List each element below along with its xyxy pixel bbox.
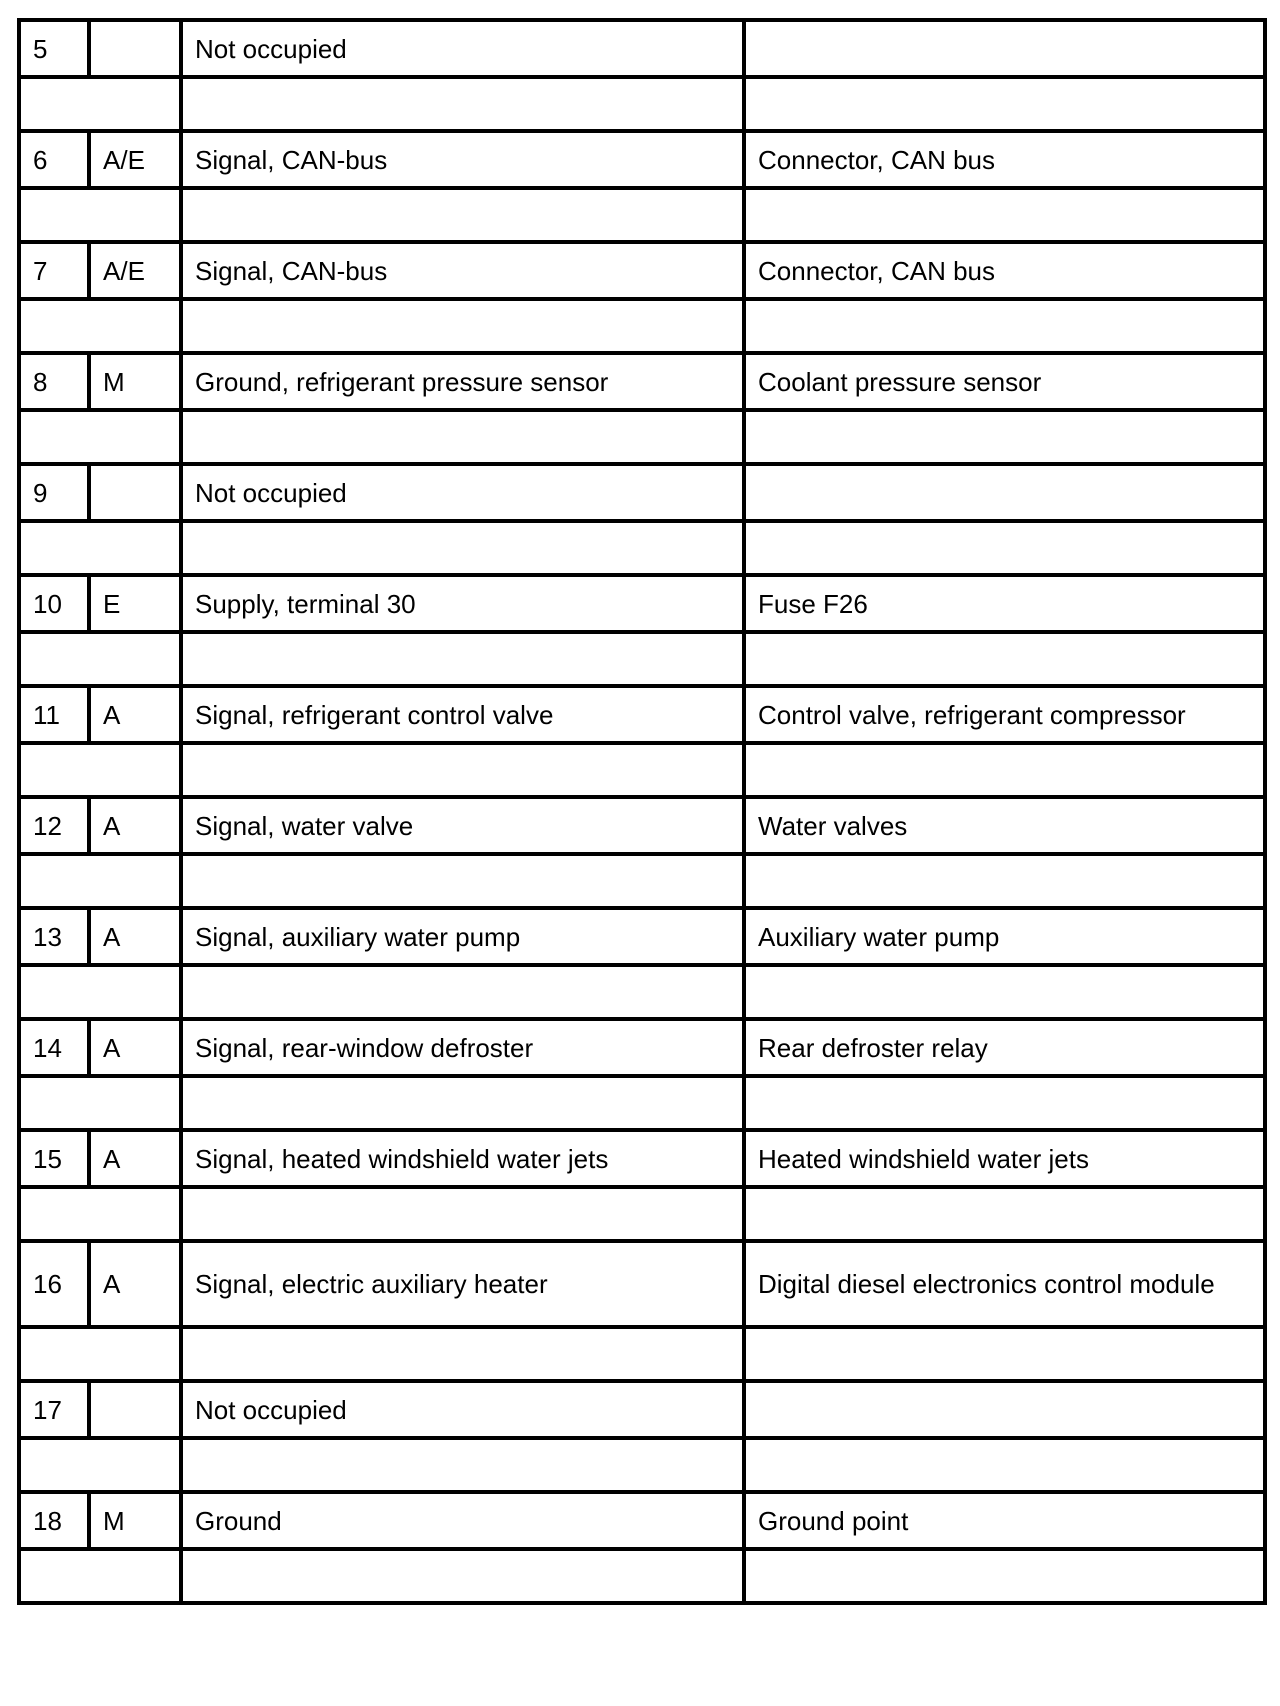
empty-cell (181, 410, 744, 464)
spacer-row (19, 854, 1265, 908)
spacer-row (19, 1076, 1265, 1130)
spacer-row (19, 1187, 1265, 1241)
empty-cell (19, 743, 181, 797)
spacer-row (19, 743, 1265, 797)
pin-function: Signal, electric auxiliary heater (181, 1241, 744, 1327)
empty-cell (744, 188, 1265, 242)
pin-number: 5 (19, 20, 89, 77)
pin-connection (744, 464, 1265, 521)
pin-connection: Ground point (744, 1492, 1265, 1549)
pin-number: 13 (19, 908, 89, 965)
pin-function: Not occupied (181, 464, 744, 521)
pin-number: 10 (19, 575, 89, 632)
empty-cell (181, 854, 744, 908)
empty-cell (744, 1438, 1265, 1492)
table-row (19, 1019, 1265, 1076)
empty-cell (744, 299, 1265, 353)
spacer-row (19, 188, 1265, 242)
signal-type: A (89, 1019, 181, 1076)
pin-number: 18 (19, 1492, 89, 1549)
pin-function: Ground (181, 1492, 744, 1549)
empty-cell (19, 77, 181, 131)
table-row (19, 464, 1265, 521)
empty-cell (19, 188, 181, 242)
table-row (19, 131, 1265, 188)
pin-function: Signal, heated windshield water jets (181, 1130, 744, 1187)
signal-type: A (89, 1241, 181, 1327)
pin-number: 9 (19, 464, 89, 521)
pin-connection: Digital diesel electronics control module (744, 1241, 1265, 1327)
spacer-row (19, 1327, 1265, 1381)
empty-cell (181, 1549, 744, 1603)
empty-cell (181, 1327, 744, 1381)
pin-number: 7 (19, 242, 89, 299)
empty-cell (181, 77, 744, 131)
pin-connection: Auxiliary water pump (744, 908, 1265, 965)
empty-cell (744, 1327, 1265, 1381)
table-row (19, 1381, 1265, 1438)
empty-cell (19, 1549, 181, 1603)
pin-function: Supply, terminal 30 (181, 575, 744, 632)
pin-function: Signal, auxiliary water pump (181, 908, 744, 965)
pin-function: Signal, water valve (181, 797, 744, 854)
pin-connection: Water valves (744, 797, 1265, 854)
signal-type (89, 20, 181, 77)
empty-cell (181, 632, 744, 686)
pin-number: 8 (19, 353, 89, 410)
pin-function: Signal, CAN-bus (181, 242, 744, 299)
pin-number: 15 (19, 1130, 89, 1187)
spacer-row (19, 1549, 1265, 1603)
empty-cell (19, 1327, 181, 1381)
signal-type: A/E (89, 242, 181, 299)
empty-cell (19, 965, 181, 1019)
empty-cell (19, 299, 181, 353)
pin-assignment-table (17, 18, 1267, 1605)
spacer-row (19, 299, 1265, 353)
pin-connection: Connector, CAN bus (744, 131, 1265, 188)
table-row (19, 1241, 1265, 1327)
empty-cell (181, 521, 744, 575)
pin-connection: Control valve, refrigerant compressor (744, 686, 1265, 743)
pin-number: 14 (19, 1019, 89, 1076)
pin-function: Signal, CAN-bus (181, 131, 744, 188)
table-row (19, 1130, 1265, 1187)
pin-function: Not occupied (181, 20, 744, 77)
empty-cell (19, 410, 181, 464)
table-row (19, 1492, 1265, 1549)
empty-cell (181, 299, 744, 353)
empty-cell (744, 521, 1265, 575)
empty-cell (19, 1076, 181, 1130)
empty-cell (19, 854, 181, 908)
pin-function: Ground, refrigerant pressure sensor (181, 353, 744, 410)
empty-cell (181, 743, 744, 797)
pin-connection: Rear defroster relay (744, 1019, 1265, 1076)
empty-cell (744, 854, 1265, 908)
table-row (19, 242, 1265, 299)
spacer-row (19, 77, 1265, 131)
pin-number: 11 (19, 686, 89, 743)
signal-type: E (89, 575, 181, 632)
pin-connection: Fuse F26 (744, 575, 1265, 632)
pin-number: 6 (19, 131, 89, 188)
pin-connection (744, 1381, 1265, 1438)
signal-type: M (89, 1492, 181, 1549)
signal-type: A (89, 1130, 181, 1187)
table-row (19, 20, 1265, 77)
table-row (19, 575, 1265, 632)
table-row (19, 797, 1265, 854)
empty-cell (744, 1549, 1265, 1603)
empty-cell (181, 1187, 744, 1241)
empty-cell (744, 632, 1265, 686)
spacer-row (19, 1438, 1265, 1492)
empty-cell (181, 965, 744, 1019)
signal-type (89, 464, 181, 521)
pin-connection: Heated windshield water jets (744, 1130, 1265, 1187)
signal-type: A (89, 797, 181, 854)
table-row (19, 908, 1265, 965)
empty-cell (19, 1438, 181, 1492)
signal-type: A/E (89, 131, 181, 188)
table-row (19, 353, 1265, 410)
empty-cell (744, 965, 1265, 1019)
table-row (19, 686, 1265, 743)
signal-type (89, 1381, 181, 1438)
spacer-row (19, 965, 1265, 1019)
empty-cell (744, 410, 1265, 464)
empty-cell (181, 1076, 744, 1130)
pin-number: 16 (19, 1241, 89, 1327)
empty-cell (19, 521, 181, 575)
empty-cell (744, 743, 1265, 797)
spacer-row (19, 632, 1265, 686)
empty-cell (744, 1076, 1265, 1130)
signal-type: A (89, 686, 181, 743)
empty-cell (744, 1187, 1265, 1241)
empty-cell (181, 1438, 744, 1492)
pin-connection: Coolant pressure sensor (744, 353, 1265, 410)
signal-type: A (89, 908, 181, 965)
spacer-row (19, 410, 1265, 464)
empty-cell (744, 77, 1265, 131)
signal-type: M (89, 353, 181, 410)
spacer-row (19, 521, 1265, 575)
pin-function: Signal, refrigerant control valve (181, 686, 744, 743)
pin-connection (744, 20, 1265, 77)
pin-number: 12 (19, 797, 89, 854)
pin-connection: Connector, CAN bus (744, 242, 1265, 299)
empty-cell (19, 1187, 181, 1241)
pin-number: 17 (19, 1381, 89, 1438)
pin-function: Signal, rear-window defroster (181, 1019, 744, 1076)
empty-cell (19, 632, 181, 686)
empty-cell (181, 188, 744, 242)
pin-function: Not occupied (181, 1381, 744, 1438)
